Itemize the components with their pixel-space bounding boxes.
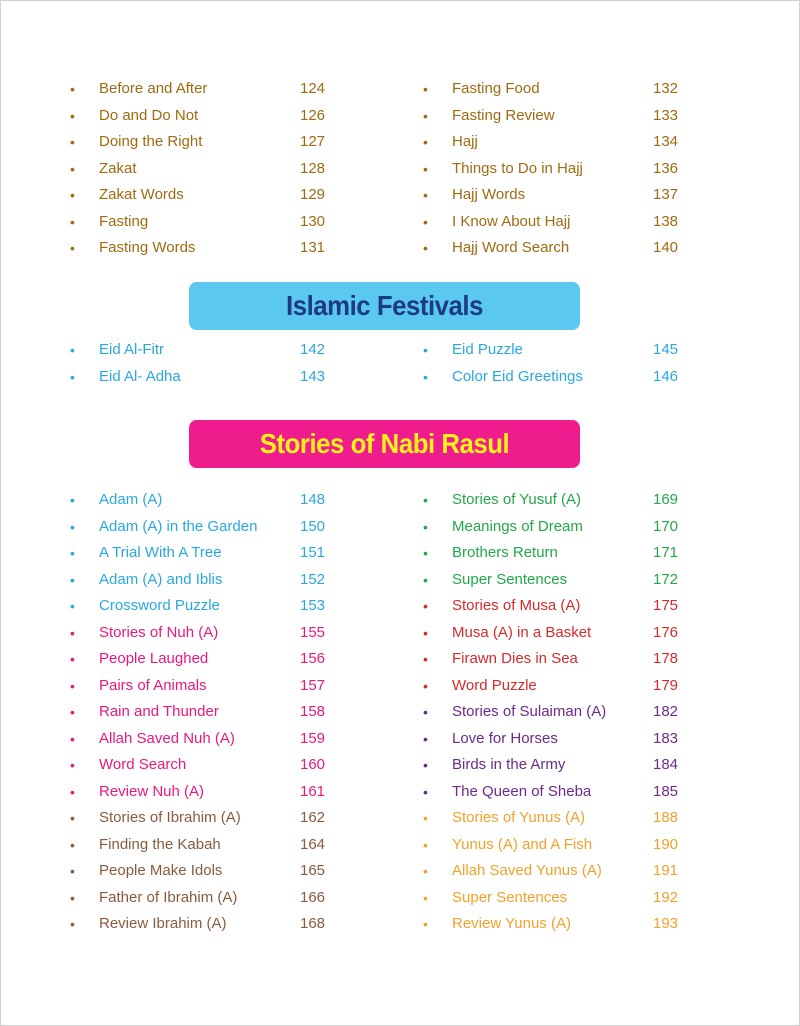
toc-entry-title: Firawn Dies in Sea [452,650,578,667]
bullet-icon: • [423,187,428,203]
toc-entry-page-number: 158 [300,703,326,720]
toc-entry-page-number: 160 [300,756,326,773]
toc-entry [423,209,713,236]
toc-entry-page-number: 169 [653,491,679,508]
toc-entry [423,726,713,753]
toc-entry-page-number: 188 [653,809,679,826]
toc-entry-title: Zakat Words [99,186,184,203]
toc-entry-page-number: 148 [300,491,326,508]
toc-entry-title: Fasting Review [452,106,555,124]
toc-entry-page-number: 127 [300,133,326,150]
toc-entry-page-number: 161 [300,782,326,800]
toc-entry [70,514,360,541]
toc-entry-page-number: 166 [300,888,326,906]
bullet-icon: • [423,624,428,641]
toc-entry-page-number: 152 [300,570,326,588]
bullet-icon: • [70,651,75,667]
toc-entry-title: Finding the Kabah [99,835,221,853]
bullet-icon: • [423,916,428,932]
toc-entry-title: Pairs of Animals [99,676,207,694]
bullet-icon: • [70,240,75,256]
toc-entry-page-number: 184 [653,756,679,773]
stories-of-nabi-rasul-heading: Stories of Nabi Rasul [189,420,580,468]
toc-entry-title: A Trial With A Tree [99,544,222,561]
toc-entry-page-number: 176 [653,623,679,641]
toc-entry [423,699,713,726]
bullet-icon: • [70,160,75,177]
toc-entry [70,885,360,912]
bullet-icon: • [423,492,428,508]
toc-entry-title: Stories of Yunus (A) [452,809,586,826]
bullet-icon: • [423,757,428,773]
toc-entry [70,779,360,806]
bullet-icon: • [423,677,428,694]
toc-entry [423,885,713,912]
toc-entry-title: Stories of Sulaiman (A) [452,703,607,720]
bullet-icon: • [70,107,75,124]
toc-entry-title: Adam (A) [99,491,163,508]
bullet-icon: • [70,81,75,97]
bullet-icon: • [70,704,75,720]
bullet-icon: • [70,571,75,588]
toc-entry-page-number: 130 [300,212,326,230]
toc-entry-page-number: 140 [653,239,679,256]
toc-entry [423,752,713,779]
bullet-icon: • [423,240,428,256]
toc-entry [70,593,360,620]
toc-entry-title: Hajj [452,133,478,150]
toc-entry [70,673,360,700]
toc-entry [70,129,360,156]
toc-entry-title: People Laughed [99,650,209,667]
bullet-icon: • [70,889,75,906]
toc-entry-page-number: 185 [653,782,679,800]
bullet-icon: • [423,107,428,124]
bullet-icon: • [423,571,428,588]
bullet-icon: • [70,863,75,879]
bullet-icon: • [70,783,75,800]
toc-entry [423,103,713,130]
toc-entry [423,593,713,620]
toc-entry-page-number: 134 [653,133,679,150]
toc-entry-page-number: 179 [653,676,679,694]
toc-entry [70,103,360,130]
toc-entry [423,156,713,183]
toc-entry-title: Crossword Puzzle [99,597,220,614]
toc-entry [70,699,360,726]
toc-entry [423,805,713,832]
toc-entry-page-number: 190 [653,835,679,853]
toc-entry-page-number: 159 [300,729,326,747]
toc-entry-page-number: 172 [653,570,679,588]
toc-entry-page-number: 170 [653,517,679,535]
toc-entry [423,620,713,647]
toc-entry-page-number: 165 [300,862,326,879]
toc-entry-title: Eid Al- Adha [99,367,181,385]
toc-entry-title: Brothers Return [452,544,558,561]
toc-entry-title: Do and Do Not [99,106,199,124]
bullet-icon: • [70,492,75,508]
toc-entry-title: Before and After [99,80,208,97]
toc-entry-page-number: 124 [300,80,326,97]
toc-entry [70,235,360,262]
toc-entry-title: Color Eid Greetings [452,367,583,385]
toc-entry-page-number: 146 [653,367,679,385]
bullet-icon: • [423,368,428,385]
toc-entry-title: Hajj Word Search [452,239,570,256]
toc-entry [423,76,713,103]
toc-entry-page-number: 164 [300,835,326,853]
bullet-icon: • [70,836,75,853]
bullet-icon: • [423,213,428,230]
toc-entry [70,805,360,832]
toc-entry-title: Stories of Ibrahim (A) [99,809,241,826]
toc-entry [423,911,713,938]
toc-entry-title: Eid Al-Fitr [99,341,165,358]
toc-entry [70,182,360,209]
toc-entry-page-number: 183 [653,729,679,747]
toc-entry-page-number: 162 [300,809,326,826]
toc-entry [70,752,360,779]
toc-entry [70,76,360,103]
bullet-icon: • [70,810,75,826]
toc-entry-page-number: 192 [653,888,679,906]
toc-entry [70,726,360,753]
toc-entry-page-number: 142 [300,341,326,358]
section1-left-list [70,76,360,262]
bullet-icon: • [70,134,75,150]
bullet-icon: • [70,545,75,561]
bullet-icon: • [70,213,75,230]
toc-entry-title: Hajj Words [452,186,526,203]
toc-entry-page-number: 145 [653,341,679,358]
toc-entry-page-number: 129 [300,186,326,203]
festivals-right-list [423,337,713,390]
toc-entry-title: Fasting [99,212,149,230]
toc-entry-page-number: 133 [653,106,679,124]
toc-entry-page-number: 131 [300,239,326,256]
section1-right-list [423,76,713,262]
toc-entry-title: Word Search [99,756,187,773]
toc-entry-page-number: 136 [653,159,679,177]
bullet-icon: • [423,518,428,535]
bullet-icon: • [70,624,75,641]
toc-entry [70,364,360,391]
toc-entry [70,832,360,859]
islamic-festivals-heading: Islamic Festivals [189,282,580,330]
bullet-icon: • [423,134,428,150]
toc-entry [70,911,360,938]
toc-entry-page-number: 128 [300,159,326,177]
toc-entry-title: Zakat [99,159,137,177]
toc-entry [423,540,713,567]
bullet-icon: • [423,598,428,614]
toc-entry [70,620,360,647]
toc-entry-title: Review Ibrahim (A) [99,915,227,932]
toc-entry [70,567,360,594]
stories-left-list [70,487,360,938]
toc-entry-title: Review Nuh (A) [99,782,205,800]
toc-entry [423,567,713,594]
bullet-icon: • [423,889,428,906]
bullet-icon: • [423,730,428,747]
bullet-icon: • [70,916,75,932]
toc-entry [423,129,713,156]
toc-entry-title: Rain and Thunder [99,703,219,720]
toc-entry [423,646,713,673]
toc-entry-page-number: 155 [300,623,326,641]
toc-entry-title: Review Yunus (A) [452,915,571,932]
toc-entry-title: The Queen of Sheba [452,782,592,800]
toc-entry [70,337,360,364]
toc-entry-title: Birds in the Army [452,756,566,773]
bullet-icon: • [70,368,75,385]
stories-right-list [423,487,713,938]
toc-entry-page-number: 157 [300,676,326,694]
toc-entry [70,540,360,567]
bullet-icon: • [70,598,75,614]
toc-entry-title: Musa (A) in a Basket [452,623,592,641]
toc-entry [423,182,713,209]
bullet-icon: • [70,757,75,773]
toc-entry-page-number: 132 [653,80,679,97]
toc-entry [423,673,713,700]
bullet-icon: • [423,342,428,358]
toc-entry-page-number: 182 [653,703,679,720]
toc-entry-title: Eid Puzzle [452,341,523,358]
toc-entry [70,646,360,673]
bullet-icon: • [423,783,428,800]
toc-entry-title: Stories of Nuh (A) [99,623,219,641]
toc-entry-title: Allah Saved Yunus (A) [452,862,602,879]
toc-entry-title: Fasting Words [99,239,196,256]
toc-entry-title: Fasting Food [452,80,540,97]
toc-entry-title: Adam (A) in the Garden [99,517,258,535]
toc-entry-page-number: 171 [653,544,679,561]
toc-entry-title: Meanings of Dream [452,517,583,535]
toc-entry-title: Stories of Musa (A) [452,597,581,614]
bullet-icon: • [423,704,428,720]
toc-entry-page-number: 191 [653,862,679,879]
bullet-icon: • [423,836,428,853]
bullet-icon: • [423,545,428,561]
toc-entry [70,858,360,885]
toc-entry [70,487,360,514]
toc-entry-page-number: 143 [300,367,326,385]
toc-entry-title: Super Sentences [452,888,568,906]
toc-entry-page-number: 138 [653,212,679,230]
toc-entry [70,156,360,183]
bullet-icon: • [423,863,428,879]
toc-entry-page-number: 168 [300,915,326,932]
toc-entry-title: Love for Horses [452,729,558,747]
toc-entry-title: Stories of Yusuf (A) [452,491,581,508]
toc-entry-title: Allah Saved Nuh (A) [99,729,235,747]
toc-entry-title: Father of Ibrahim (A) [99,888,238,906]
toc-entry-page-number: 153 [300,597,326,614]
festivals-left-list [70,337,360,390]
toc-entry-title: Doing the Right [99,133,203,150]
toc-entry [423,337,713,364]
toc-entry-page-number: 151 [300,544,326,561]
toc-entry [423,364,713,391]
bullet-icon: • [423,81,428,97]
toc-entry-page-number: 150 [300,517,326,535]
toc-entry-page-number: 193 [653,915,679,932]
toc-entry-title: Things to Do in Hajj [452,159,583,177]
bullet-icon: • [423,651,428,667]
bullet-icon: • [70,730,75,747]
bullet-icon: • [70,187,75,203]
toc-entry-page-number: 175 [653,597,679,614]
bullet-icon: • [70,677,75,694]
toc-entry-page-number: 137 [653,186,679,203]
toc-entry [423,832,713,859]
toc-entry-title: Super Sentences [452,570,568,588]
toc-entry-page-number: 178 [653,650,679,667]
toc-entry-title: Adam (A) and Iblis [99,570,223,588]
toc-entry-page-number: 156 [300,650,326,667]
toc-entry [423,235,713,262]
bullet-icon: • [70,342,75,358]
toc-entry-title: Yunus (A) and A Fish [452,835,593,853]
toc-entry [423,858,713,885]
toc-entry-page-number: 126 [300,106,326,124]
toc-entry [423,487,713,514]
bullet-icon: • [70,518,75,535]
toc-entry [423,779,713,806]
toc-entry [423,514,713,541]
toc-entry [70,209,360,236]
toc-entry-title: Word Puzzle [452,676,537,694]
toc-entry-title: People Make Idols [99,862,223,879]
toc-entry-title: I Know About Hajj [452,212,571,230]
bullet-icon: • [423,810,428,826]
bullet-icon: • [423,160,428,177]
